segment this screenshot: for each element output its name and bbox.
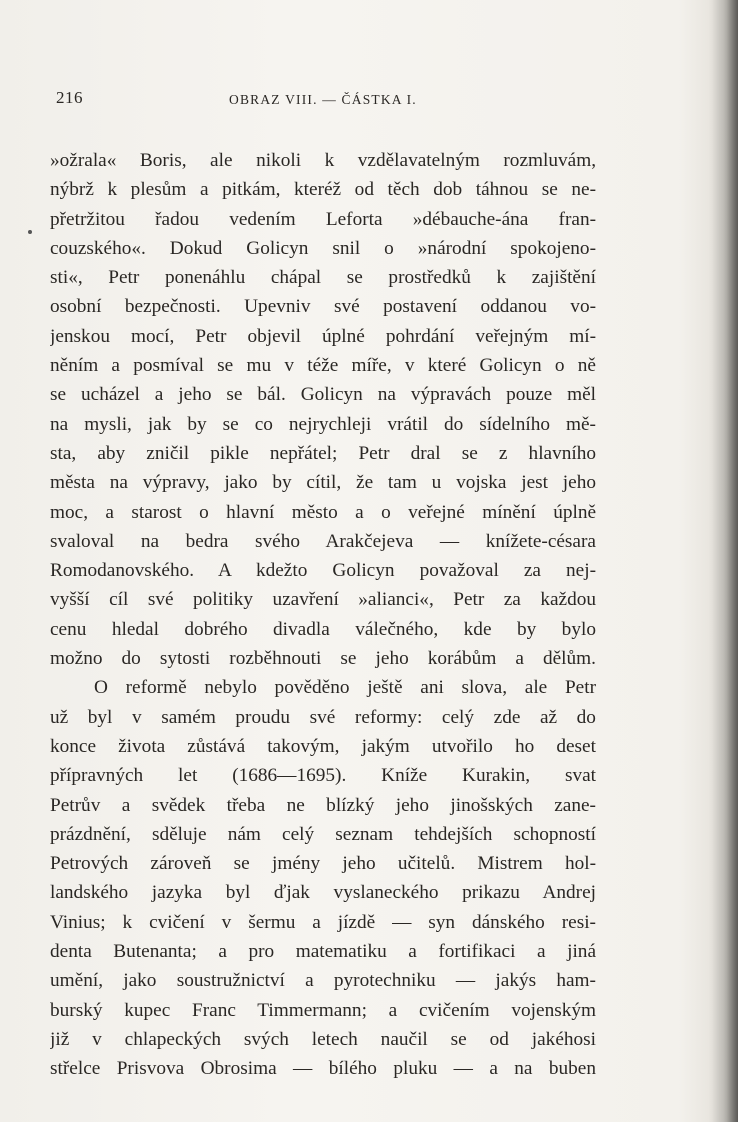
text-line: Romodanovského. A kdežto Golicyn považoval za nej-: [50, 560, 596, 582]
text-line: jenskou mocí, Petr objevil úplné pohrdání veřejným mí-: [50, 325, 596, 347]
text-line: možno do sytosti rozběhnouti se jeho korábům a dělům.: [50, 648, 596, 670]
text-line: už byl v samém proudu své reformy: celý zde až do: [50, 706, 596, 728]
text-line: střelce Prisvova Obrosima — bílého pluku — a na buben: [50, 1058, 596, 1080]
text-line: již v chlapeckých svých letech naučil se od jakéhosi: [50, 1028, 596, 1050]
text-line: landského jazyka byl ďjak vyslaneckého prikazu Andrej: [50, 882, 596, 904]
text-line: sti«, Petr ponenáhlu chápal se prostředků k zajištění: [50, 267, 596, 289]
text-line: umění, jako soustružnictví a pyrotechniku — jakýs ham-: [50, 970, 596, 992]
margin-mark: [28, 230, 32, 234]
text-line: něním a posmíval se mu v téže míře, v které Golicyn o ně: [50, 355, 596, 377]
text-line: prázdnění, sděluje nám celý seznam tehdejších schopností: [50, 823, 596, 845]
text-line: sta, aby zničil pikle nepřátel; Petr dral se z hlavního: [50, 442, 596, 464]
text-line: denta Butenanta; a pro matematiku a fortifikaci a jiná: [50, 941, 596, 963]
text-line: nýbrž k plesům a pitkám, kteréž od těch dob táhnou se ne-: [50, 179, 596, 201]
text-line: vyšší cíl své politiky uzavření »alianci«, Petr za každou: [50, 589, 596, 611]
text-line: konce života zůstává takovým, jakým utvořilo ho deset: [50, 735, 596, 757]
text-line: »ožrala« Boris, ale nikoli k vzdělavatelným rozmluvám,: [50, 150, 596, 171]
text-line: Vinius; k cvičení v šermu a jízdě — syn dánského resi-: [50, 911, 596, 933]
page-number: 216: [56, 88, 83, 107]
text-line: přetržitou řadou vedením Leforta »débauche-ána fran-: [50, 208, 596, 230]
text-line: města na výpravy, jako by cítil, že tam u vojska jest jeho: [50, 472, 596, 494]
text-line: osobní bezpečnosti. Upevniv své postavení oddanou vo-: [50, 296, 596, 318]
text-line: cenu hledal dobrého divadla válečného, kde by bylo: [50, 618, 596, 640]
text-line: svaloval na bedra svého Arakčejeva — knížete-césara: [50, 530, 596, 552]
text-line: na mysli, jak by se co nejrychleji vrátil do sídelního mě-: [50, 413, 596, 435]
paragraph-start-line: O reformě nebylo pověděno ještě ani slova, ale Petr: [94, 677, 596, 699]
binding-shadow: [712, 0, 738, 1122]
body-text: [50, 146, 596, 1084]
text-line: burský kupec Franc Timmermann; a cvičením vojenským: [50, 999, 596, 1021]
text-line: se ucházel a jeho se bál. Golicyn na výpravách pouze měl: [50, 384, 596, 406]
text-line: Petrových zároveň se jmény jeho učitelů. Mistrem hol-: [50, 853, 596, 875]
text-line: moc, a starost o hlavní město a o veřejné mínění úplně: [50, 501, 596, 523]
text-line: Petrův a svědek třeba ne blízký jeho jinošských zane-: [50, 794, 596, 816]
running-head: OBRAZ VIII. — ČÁSTKA I.: [229, 92, 417, 107]
page-header: [0, 88, 738, 118]
text-line: couzského«. Dokud Golicyn snil o »národní spokojeno-: [50, 237, 596, 259]
text-line: přípravných let (1686—1695). Kníže Kurakin, svat: [50, 765, 596, 787]
